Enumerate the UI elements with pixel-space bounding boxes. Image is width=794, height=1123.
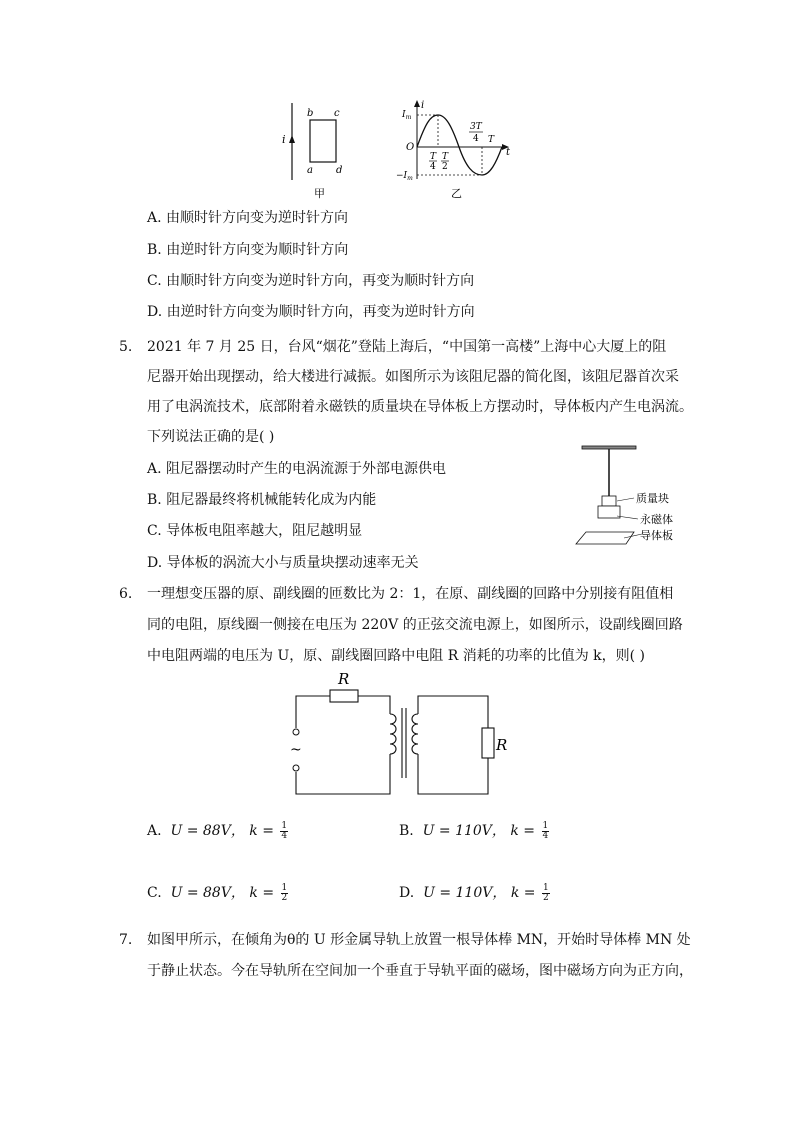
yi-caption: 乙 (451, 187, 462, 200)
q7-line-2: 于静止状态。今在导轨所在空间加一个垂直于导轨平面的磁场，图中磁场方向为正方向， (147, 963, 693, 979)
yi-tick-t4-den: 4 (430, 162, 436, 172)
q6-number: 6. (119, 586, 133, 602)
q5-line-1: 2021 年 7 月 25 日，台风“烟花”登陆上海后，“中国第一高楼”上海中心大厦上的阻 (147, 339, 667, 355)
q7-line-1: 如图甲所示，在倾角为θ的 U 形金属导轨上放置一根导体棒 MN，开始时导体棒 MN 处 (147, 932, 691, 948)
q7-number: 7. (119, 932, 133, 948)
transformer-circuit (282, 668, 508, 800)
q5-line-3: 用了电涡流技术，底部附着永磁铁的质量块在导体板上方摆动时，导体板内产生电涡流。 (147, 399, 693, 415)
jia-label-a: a (307, 165, 313, 176)
q5-option-b: B. 阻尼器最终将机械能转化成为内能 (147, 492, 377, 508)
q5-option-d: D. 导体板的涡流大小与质量块摆动速率无关 (147, 555, 419, 571)
yi-tick-t: T (488, 135, 495, 145)
q6-line-1: 一理想变压器的原、副线圈的匝数比为 2：1，在原、副线圈的回路中分别接有阻值相 (147, 586, 674, 602)
yi-label-negIm: $-I_m$ (396, 171, 413, 182)
yi-label-t: t (506, 147, 511, 158)
damper-figure (572, 446, 692, 550)
yi-tick-t2-den: 2 (442, 162, 448, 172)
ac-source-symbol: ~ (290, 742, 302, 758)
top-figures (270, 95, 530, 205)
yi-tick-3t4-num: 3T (470, 122, 482, 132)
q6-option-b: B. U = 110V， k = $\frac{1}{4}$ (399, 820, 549, 841)
yi-tick-3t4-den: 4 (473, 134, 479, 144)
q5-option-c: C. 导体板电阻率越大，阻尼越明显 (147, 523, 363, 539)
q5-line-2: 尼器开始出现摆动，给大楼进行减振。如图所示为该阻尼器的简化图，该阻尼器首次采 (147, 369, 679, 385)
q5-number: 5. (119, 339, 133, 355)
yi-label-O: O (406, 142, 415, 153)
damper-label-mass: 质量块 (636, 492, 669, 505)
q4-option-b: B. 由逆时针方向变为顺时针方向 (147, 242, 349, 258)
yi-label-Im: $I_m$ (402, 110, 412, 121)
jia-label-b: b (307, 108, 314, 119)
q6-line-3: 中电阻两端的电压为 U，原、副线圈回路中电阻 R 消耗的功率的比值为 k，则( ) (147, 648, 645, 664)
q5-line-4: 下列说法正确的是( ) (147, 429, 275, 445)
circuit-r1-label: R (338, 670, 350, 688)
q4-option-c: C. 由顺时针方向变为逆时针方向，再变为顺时针方向 (147, 273, 475, 289)
yi-tick-t4-num: T (430, 152, 437, 162)
q6-option-d: D. U = 110V， k = $\frac{1}{2}$ (399, 882, 549, 903)
q6-option-c: C. U = 88V， k = $\frac{1}{2}$ (147, 882, 288, 903)
q4-option-a: A. 由顺时针方向变为逆时针方向 (147, 210, 349, 226)
jia-caption: 甲 (314, 187, 325, 200)
damper-label-plate: 导体板 (640, 529, 673, 542)
yi-tick-t2-num: T (442, 152, 449, 162)
q6-line-2: 同的电阻，原线圈一侧接在电压为 220V 的正弦交流电源上，如图所示，设副线圈回路 (147, 617, 683, 633)
q6-option-a: A. U = 88V， k = $\frac{1}{4}$ (147, 820, 288, 841)
figure-yi (396, 100, 511, 200)
damper-label-magnet: 永磁体 (640, 513, 673, 526)
yi-label-i: i (421, 100, 425, 111)
q4-option-d: D. 由逆时针方向变为顺时针方向，再变为逆时针方向 (147, 304, 475, 320)
jia-label-i: i (282, 133, 286, 146)
jia-label-d: d (336, 165, 343, 176)
jia-label-c: c (334, 108, 340, 119)
circuit-r2-label: R (496, 736, 508, 754)
figure-jia (282, 103, 342, 200)
q5-option-a: A. 阻尼器摆动时产生的电涡流源于外部电源供电 (147, 461, 447, 477)
